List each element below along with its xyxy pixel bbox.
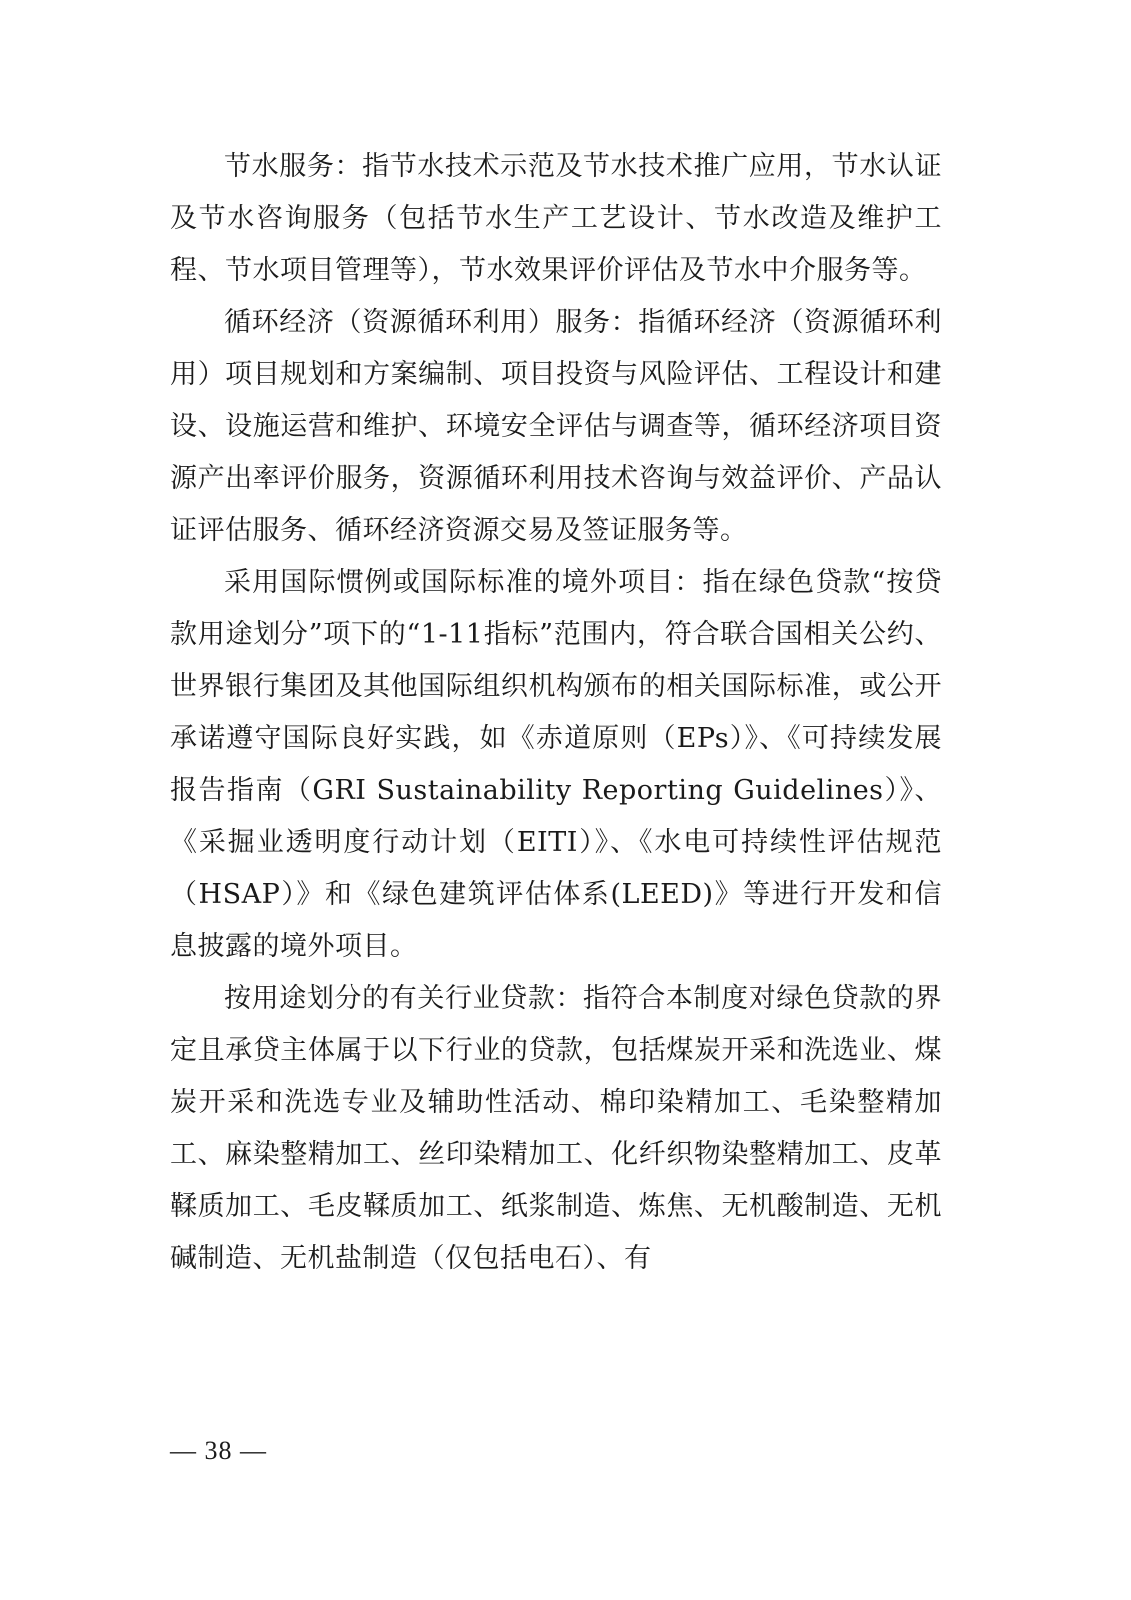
paragraph-circular-economy-services: 循环经济（资源循环利用）服务：指循环经济（资源循环利用）项目规划和方案编制、项目投资与风险评估、工程设计和建设、设施运营和维护、环境安全评估与调查等，循环经济项目资源产出率评价服务，资源循环利用技术咨询与效益评价、产品认证评估服务、循环经济资源交易及签证服务等。 xyxy=(170,307,942,546)
paragraph-water-saving-services: 节水服务：指节水技术示范及节水技术推广应用，节水认证及节水咨询服务（包括节水生产工艺设计、节水改造及维护工程、节水项目管理等），节水效果评价评估及节水中介服务等。 xyxy=(170,151,942,286)
paragraph-overseas-projects: 采用国际惯例或国际标准的境外项目：指在绿色贷款“按贷款用途划分”项下的“1-11指标”范围内，符合联合国相关公约、世界银行集团及其他国际组织机构颁布的相关国际标准，或公开承诺遵守国际良好实践，如《赤道原则（EPs）》、《可持续发展报告指南（GRI Sustainability Reporting Guidelines）》、《采掘业透明度行动计划（EITI）》、《水电可持续性评估规范（HSAP）》和《绿色建筑评估体系(LEED)》等进行开发和信息披露的境外项目。 xyxy=(170,567,942,962)
page-number: — 38 — xyxy=(170,1436,267,1465)
body-text xyxy=(170,141,942,1285)
paragraph-industry-loans: 按用途划分的有关行业贷款：指符合本制度对绿色贷款的界定且承贷主体属于以下行业的贷款，包括煤炭开采和洗选业、煤炭开采和洗选专业及辅助性活动、棉印染精加工、毛染整精加工、麻染整精加工、丝印染精加工、化纤织物染整精加工、皮革鞣质加工、毛皮鞣质加工、纸浆制造、炼焦、无机酸制造、无机碱制造、无机盐制造（仅包括电石）、有 xyxy=(170,983,942,1274)
